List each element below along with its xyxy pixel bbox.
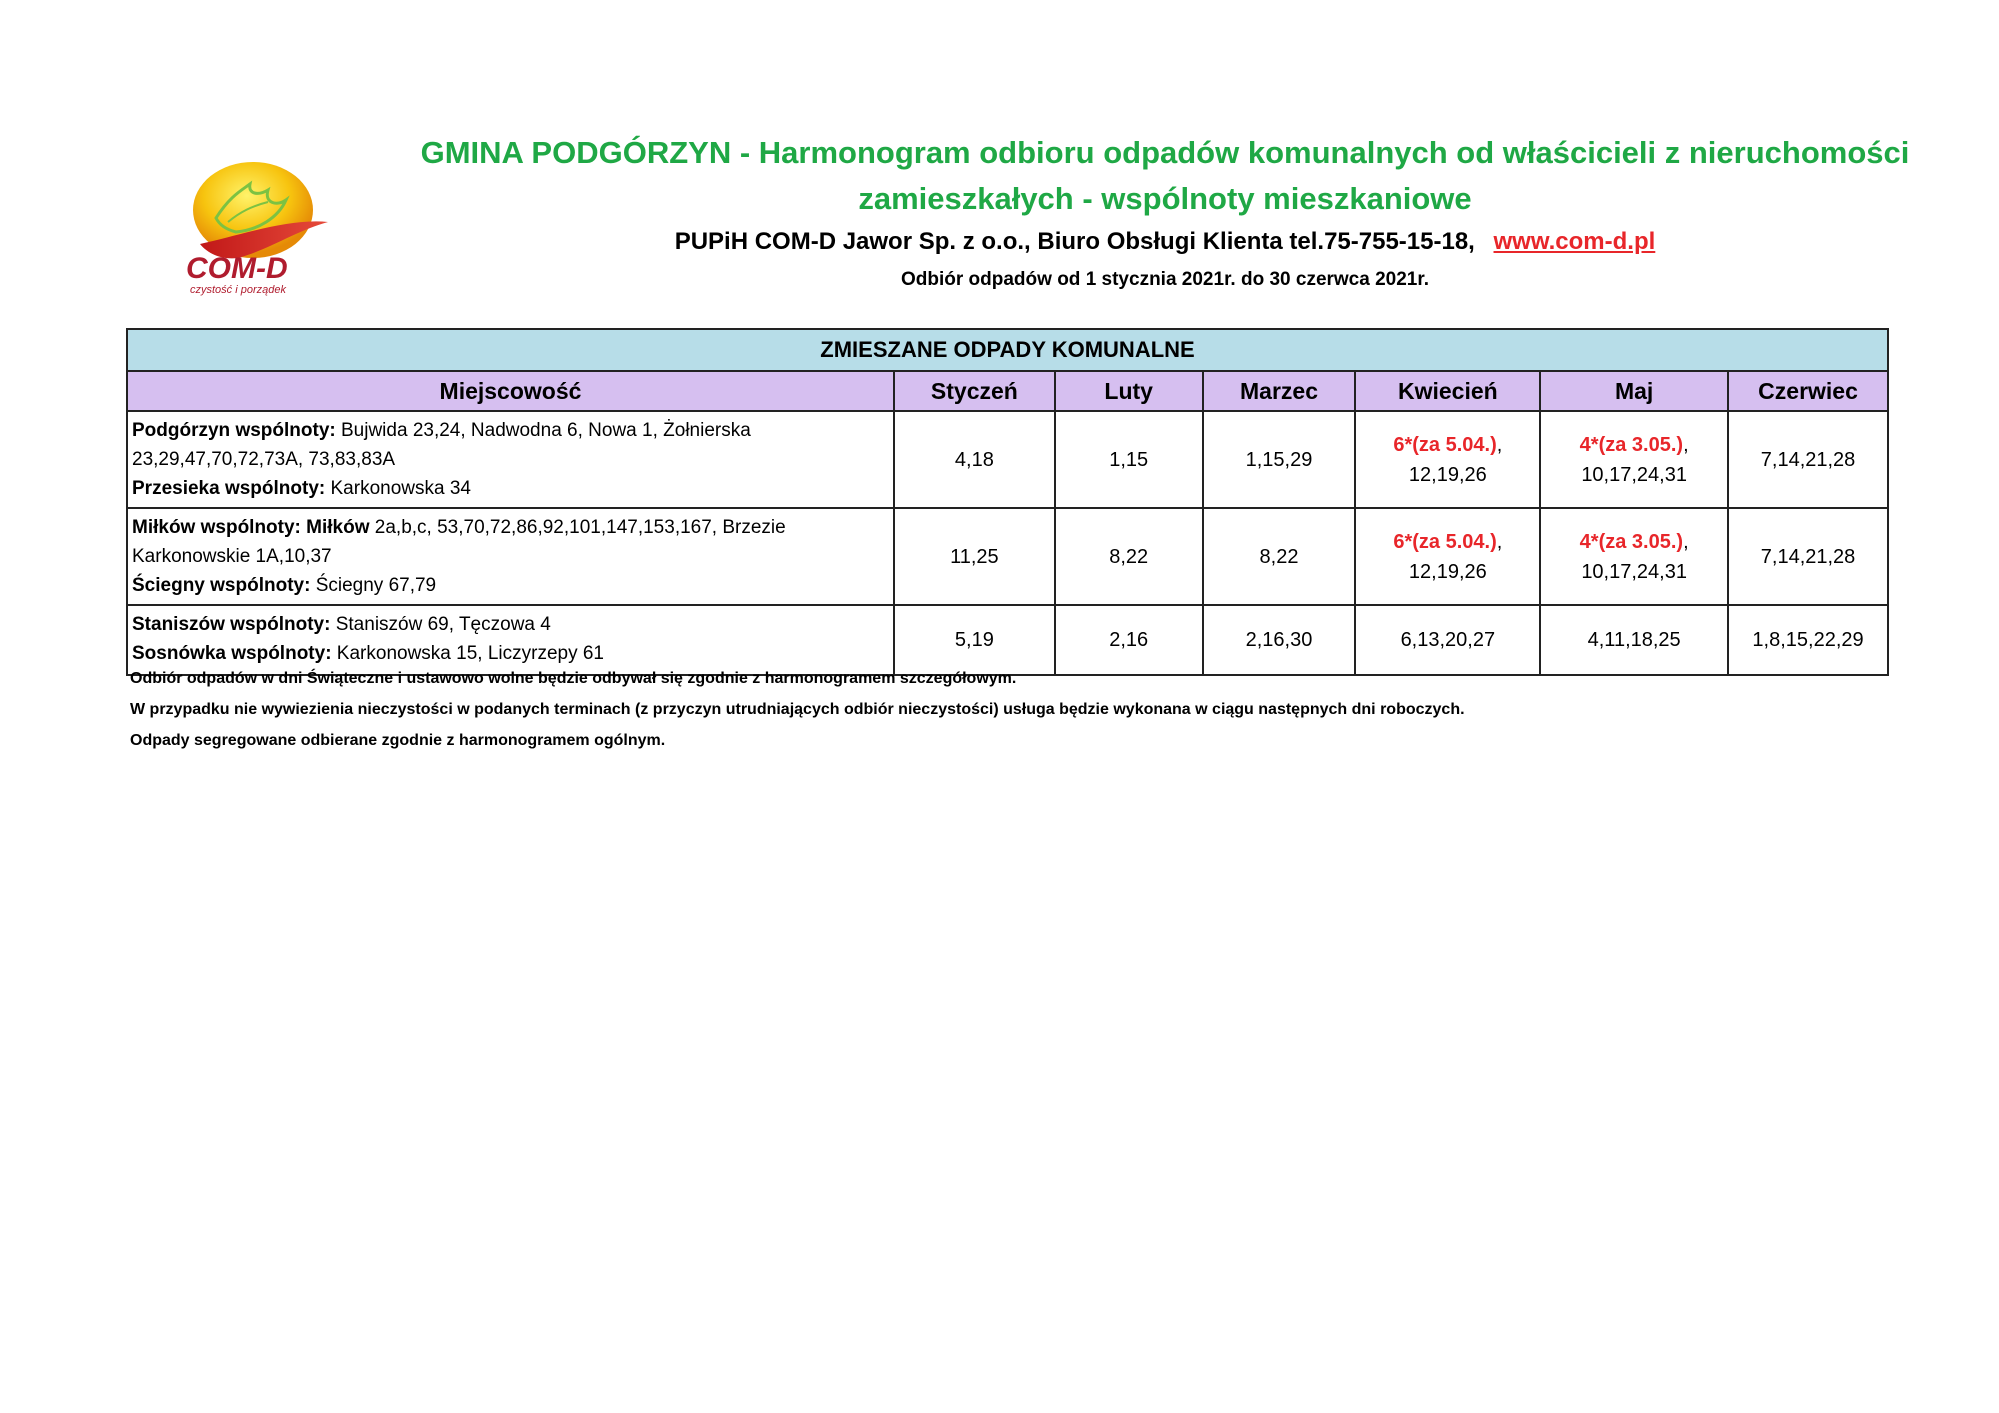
separator: , [1496, 433, 1503, 456]
location-line [132, 474, 889, 503]
location-line [132, 571, 889, 600]
waste-type-header: ZMIESZANE ODPADY KOMUNALNE [127, 329, 1888, 371]
june-dates: 7,14,21,28 [1728, 411, 1888, 508]
table-header-row [127, 371, 1888, 411]
june-dates: 7,14,21,28 [1728, 508, 1888, 605]
schedule-table [126, 328, 1889, 676]
february-dates: 8,22 [1055, 508, 1203, 605]
location-label: Sosnówka wspólnoty: [132, 643, 332, 664]
table-band-row [127, 329, 1888, 371]
period-text: Odbiór odpadów od 1 stycznia 2021r. do 30 czerwca 2021r. [901, 269, 1429, 290]
june-dates: 1,8,15,22,29 [1728, 605, 1888, 675]
march-dates: 8,22 [1203, 508, 1356, 605]
separator: , [1683, 433, 1689, 456]
column-header-april: Kwiecień [1355, 371, 1540, 411]
column-header-march: Marzec [1203, 371, 1356, 411]
holiday-shift-note: 6*(za 5.04.) [1393, 433, 1497, 456]
january-dates: 5,19 [894, 605, 1055, 675]
location-streets: 2a,b,c, 53,70,72,86,92,101,147,153,167, Brzezie Karkonowskie 1A,10,37 [132, 517, 786, 567]
location-line [132, 416, 889, 474]
location-line [132, 513, 889, 571]
holiday-shift-note: 4*(za 3.05.) [1579, 530, 1684, 553]
march-dates: 2,16,30 [1203, 605, 1356, 675]
location-label: Ściegny wspólnoty: [132, 575, 311, 596]
footnotes [130, 663, 1830, 756]
location-label: Przesieka wspólnoty: [132, 478, 326, 499]
may-dates [1540, 411, 1728, 508]
logo-graphic [178, 160, 348, 300]
april-regular-dates: 12,19,26 [1408, 463, 1487, 486]
april-dates [1355, 508, 1540, 605]
location-streets: Karkonowska 15, Liczyrzepy 61 [331, 643, 604, 664]
column-header-june: Czerwiec [1728, 371, 1888, 411]
may-dates [1540, 508, 1728, 605]
location-streets: Staniszów 69, Tęczowa 4 [330, 614, 551, 635]
february-dates: 1,15 [1055, 411, 1203, 508]
location-label: Podgórzyn wspólnoty: [132, 420, 336, 441]
may-dates: 4,11,18,25 [1540, 605, 1728, 675]
location-line [132, 610, 889, 639]
column-header-may: Maj [1540, 371, 1728, 411]
separator: , [1683, 530, 1689, 553]
note-holidays: Odbiór odpadów w dni Świąteczne i ustawowo wolne będzie odbywał się zgodnie z harmonogramem szczegółowym. [130, 670, 1017, 687]
location-cell [127, 411, 894, 508]
separator: , [1496, 530, 1503, 553]
may-regular-dates: 10,17,24,31 [1581, 463, 1687, 486]
holiday-shift-note: 6*(za 5.04.) [1393, 530, 1497, 553]
logo-tagline: czystość i porządek [190, 284, 286, 296]
column-header-january: Styczeń [894, 371, 1055, 411]
note-segregated: Odpady segregowane odbierane zgodnie z harmonogramem ogólnym. [130, 732, 666, 749]
location-label: Staniszów wspólnoty: [132, 614, 331, 635]
april-dates: 6,13,20,27 [1355, 605, 1540, 675]
april-dates [1355, 411, 1540, 508]
location-streets: Bujwida 23,24, Nadwodna 6, Nowa 1, Żołnierska 23,29,47,70,72,73A, 73,83,83A [132, 420, 751, 470]
page-title [395, 130, 1935, 222]
website-link[interactable]: www.com-d.pl [1493, 228, 1656, 255]
com-d-logo [178, 160, 348, 300]
title-line-1: GMINA PODGÓRZYN - Harmonogram odbioru odpadów komunalnych od właścicieli z nieruchomości [420, 135, 1910, 170]
contact-text: PUPiH COM-D Jawor Sp. z o.o., Biuro Obsługi Klienta tel.75-755-15-18, [674, 228, 1475, 255]
location-cell [127, 508, 894, 605]
march-dates: 1,15,29 [1203, 411, 1356, 508]
april-regular-dates: 12,19,26 [1408, 560, 1487, 583]
table-row [127, 508, 1888, 605]
logo-brand-text: COM-D [186, 252, 288, 285]
january-dates: 11,25 [894, 508, 1055, 605]
column-header-february: Luty [1055, 371, 1203, 411]
holiday-shift-note: 4*(za 3.05.) [1579, 433, 1684, 456]
location-label: Miłków wspólnoty: Miłków [132, 517, 370, 538]
note-missed-pickup: W przypadku nie wywiezienia nieczystości w podanych terminach (z przyczyn utrudniających odbiór nieczystości) usługa będzie wykonana w ciągu następnych dni roboczych. [130, 701, 1465, 718]
location-streets: Ściegny 67,79 [310, 575, 437, 596]
february-dates: 2,16 [1055, 605, 1203, 675]
table-row [127, 411, 1888, 508]
location-streets: Karkonowska 34 [325, 478, 471, 499]
may-regular-dates: 10,17,24,31 [1581, 560, 1687, 583]
contact-line [395, 227, 1935, 257]
january-dates: 4,18 [894, 411, 1055, 508]
column-header-location: Miejscowość [127, 371, 894, 411]
title-line-2: zamieszkałych - wspólnoty mieszkaniowe [858, 181, 1472, 216]
